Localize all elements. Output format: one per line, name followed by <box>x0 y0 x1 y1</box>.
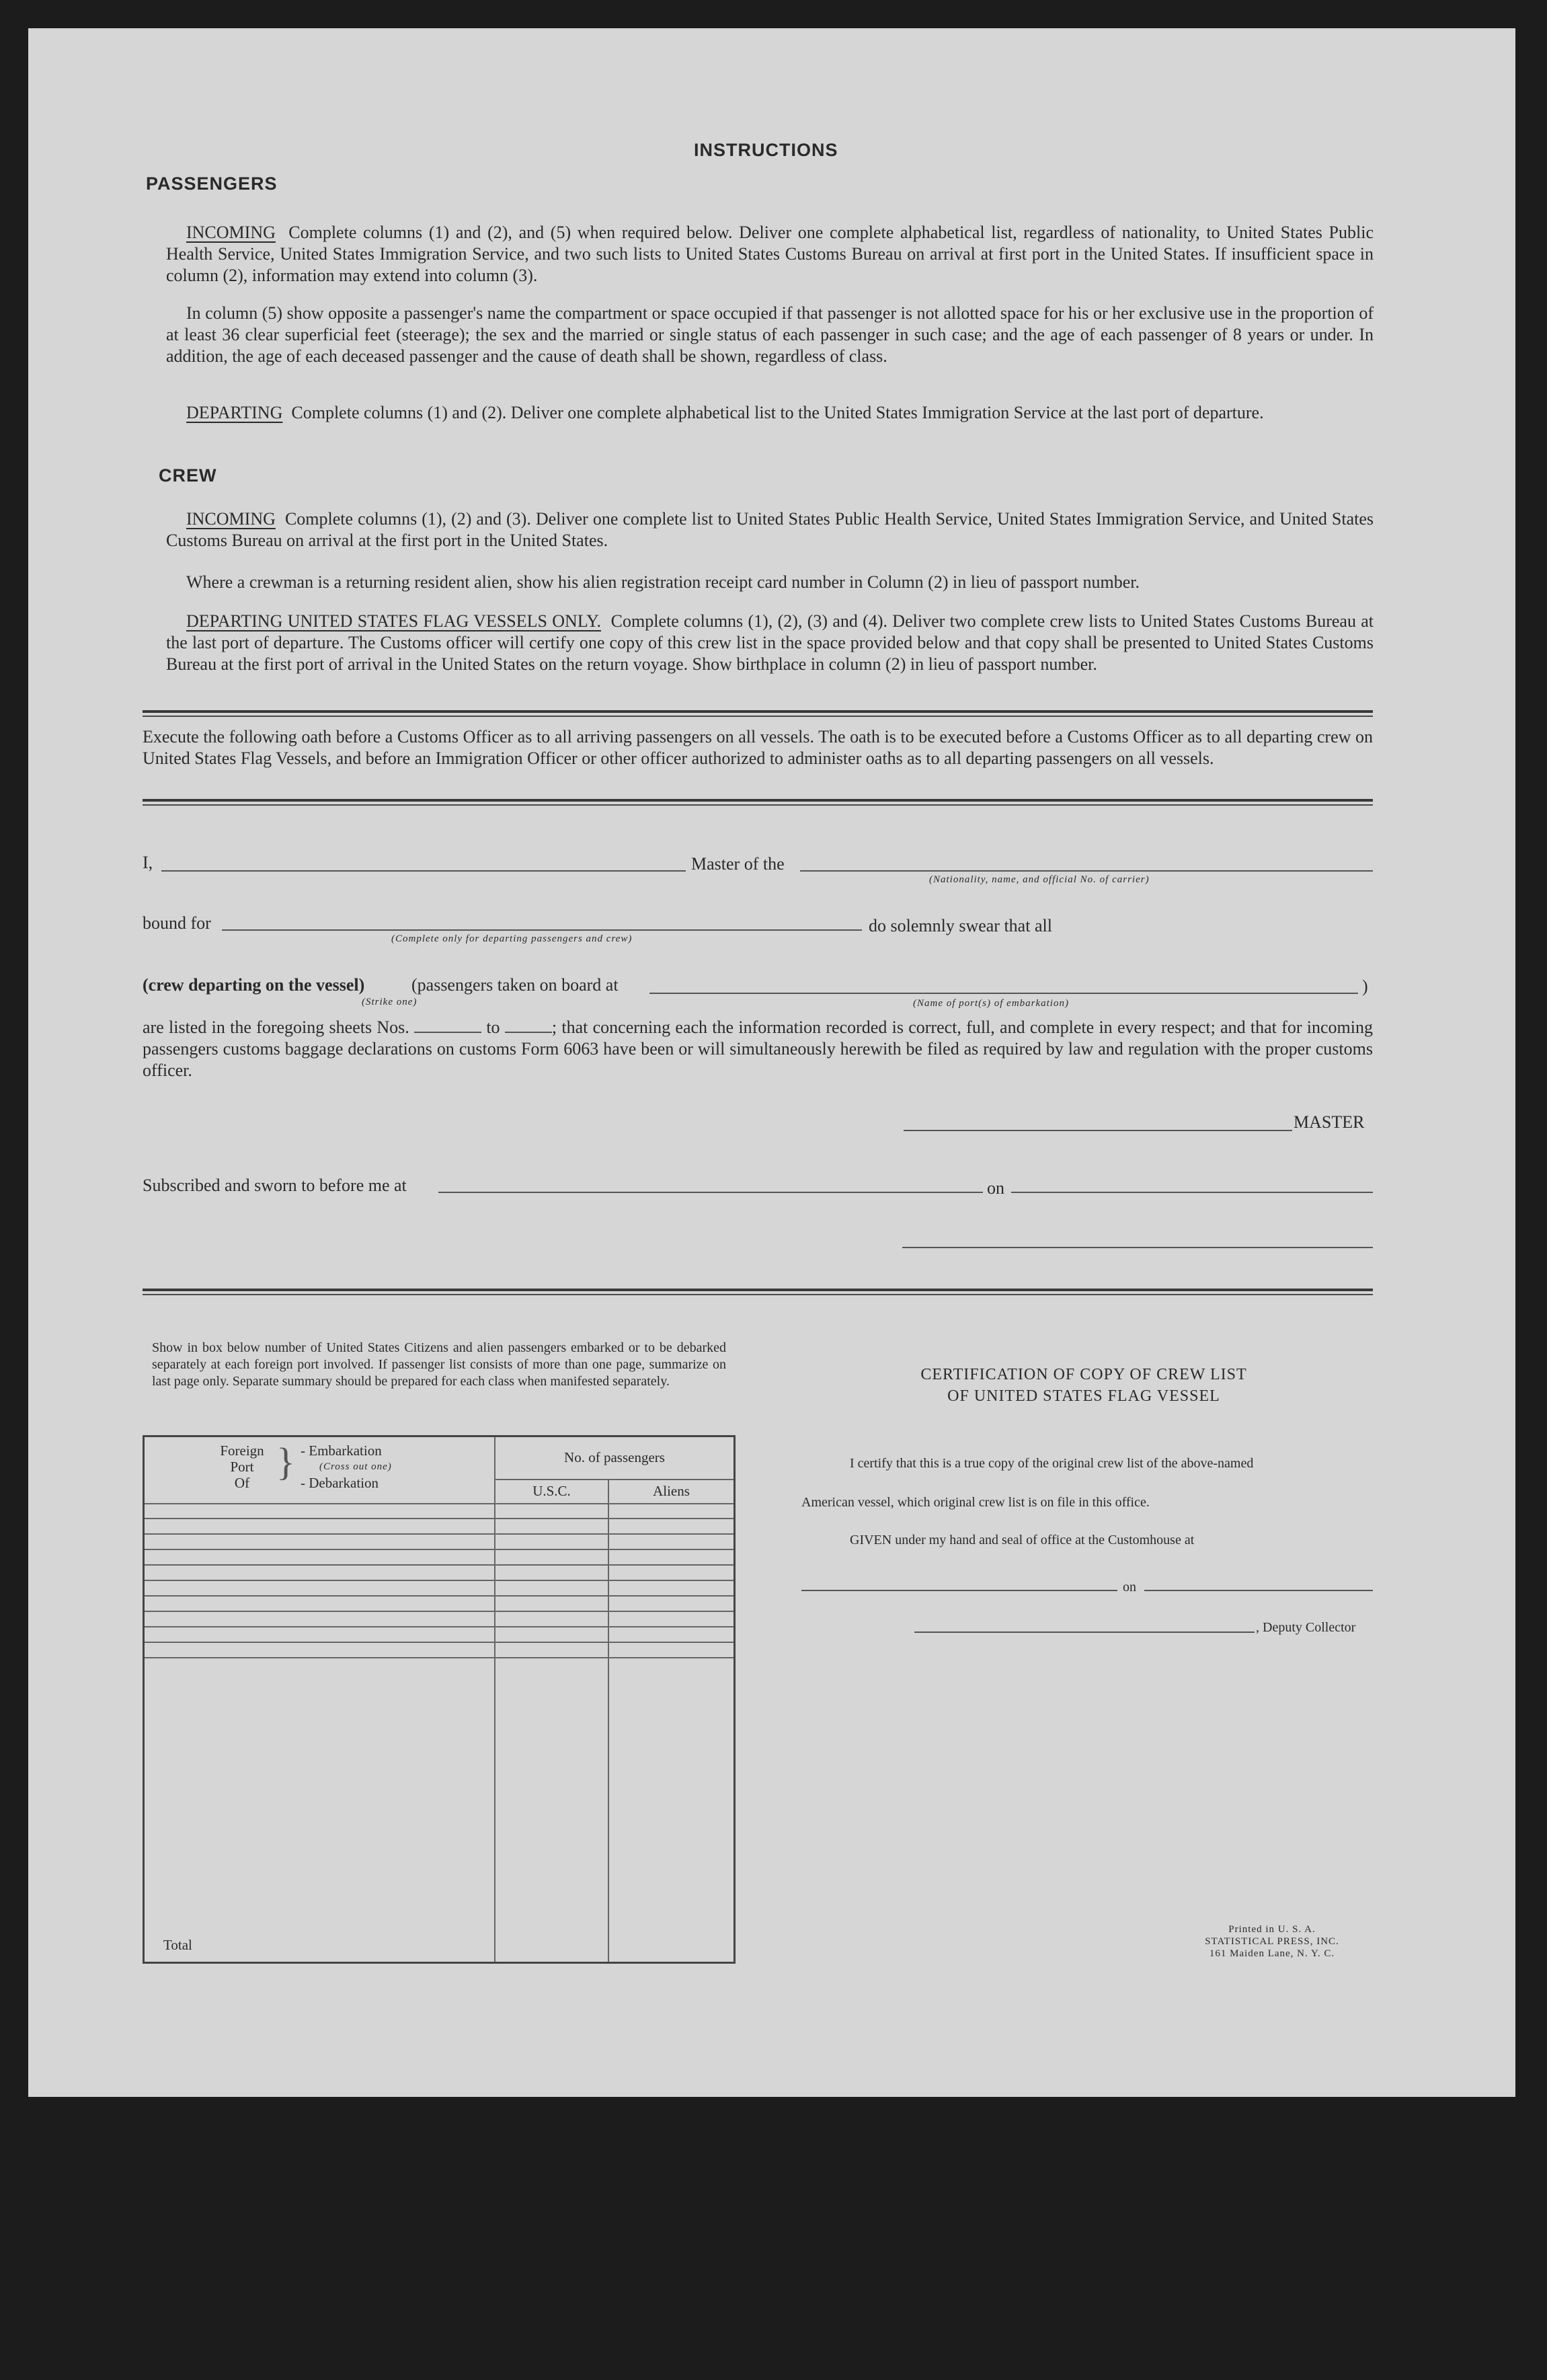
customhouse-field[interactable] <box>801 1590 1117 1591</box>
form-sheet <box>28 28 1515 2097</box>
table-row <box>144 1627 735 1642</box>
port-cell[interactable] <box>144 1580 495 1596</box>
table-row <box>144 1504 735 1519</box>
table-row-total <box>144 1658 735 1962</box>
embarkation-ports-field[interactable] <box>649 993 1358 994</box>
passengers-heading: PASSENGERS <box>146 174 278 194</box>
certification-title-line1: CERTIFICATION OF COPY OF CREW LIST <box>920 1366 1247 1383</box>
port-cell[interactable] <box>144 1611 495 1627</box>
passenger-summary-table <box>143 1435 736 1964</box>
bound-for-field[interactable] <box>222 929 862 931</box>
port-cell[interactable] <box>144 1534 495 1549</box>
port-cell[interactable] <box>144 1565 495 1580</box>
printer-line2: STATISTICAL PRESS, INC. <box>1205 1936 1339 1947</box>
passengers-departing-label: DEPARTING <box>186 403 283 422</box>
crew-departing-text: Complete columns (1), (2), (3) and (4). Deliver two complete crew lists to United States Customs Bureau at the last port of departure. The Customs officer will certify one copy of this crew list in the space provided below and that copy shall be presented to United States Customs Bureau at the first port of arrival in the United States on the return voyage. Show birthplace in column (2) in lieu of passport number. <box>166 611 1374 674</box>
divider <box>143 716 1373 717</box>
divider <box>143 1289 1373 1291</box>
port-cell[interactable] <box>144 1627 495 1642</box>
american-vessel-text: American vessel, which original crew list is on file in this office. <box>801 1495 1150 1510</box>
divider <box>143 799 1373 802</box>
box-instructions: Show in box below number of United States Citizens and alien passengers embarked or to be debarked separately at each foreign port involved. If passenger list consists of more than one page, summarize on last page only. Separate summary should be prepared for each class when manifested separately. <box>152 1340 726 1389</box>
usc-cell[interactable] <box>495 1504 608 1519</box>
port-label: Port <box>230 1459 254 1475</box>
divider <box>143 710 1373 713</box>
passengers-incoming-text: Complete columns (1) and (2), and (5) when required below. Deliver one complete alphabetical list, regardless of nationality, to United States Public Health Service, United States Immigration Service, and two such lists to United States Customs Bureau on arrival at first port in the United States. If insufficient space in column (2), information may extend into column (3). <box>166 223 1374 285</box>
port-cell[interactable] <box>144 1596 495 1611</box>
bound-hint: (Complete only for departing passengers and crew) <box>391 933 633 944</box>
usc-cell[interactable] <box>495 1642 608 1658</box>
crew-incoming-text: Complete columns (1), (2) and (3). Deliver one complete list to United States Public Health Service, United States Immigration Service, and United States Customs Bureau on arrival at the first port in the United States. <box>166 509 1374 550</box>
bound-for-label: bound for <box>143 913 211 933</box>
crew-departing-text: (crew departing on the vessel) <box>143 975 365 995</box>
page-title: INSTRUCTIONS <box>694 140 838 160</box>
sheet-from-field[interactable] <box>414 1032 481 1033</box>
certify-text: I certify that this is a true copy of the original crew list of the above-named <box>850 1456 1254 1471</box>
table-row <box>144 1519 735 1534</box>
port-cell[interactable] <box>144 1642 495 1658</box>
printer-line3: 161 Maiden Lane, N. Y. C. <box>1209 1948 1335 1959</box>
cert-on-label: on <box>1123 1580 1136 1595</box>
usc-cell[interactable] <box>495 1611 608 1627</box>
to-label: to <box>486 1018 500 1037</box>
cert-date-field[interactable] <box>1144 1590 1373 1591</box>
passengers-departing-paragraph <box>166 402 1374 424</box>
sworn-place-field[interactable] <box>438 1192 983 1193</box>
of-label: Of <box>234 1475 250 1491</box>
foreign-label: Foreign <box>220 1443 264 1459</box>
crew-departing-label: DEPARTING UNITED STATES FLAG VESSELS ONLY. <box>186 611 602 631</box>
port-cell[interactable] <box>144 1549 495 1565</box>
aliens-cell[interactable] <box>608 1504 735 1519</box>
embarkation-option[interactable]: - Embarkation <box>301 1443 382 1459</box>
table-row <box>144 1611 735 1627</box>
officer-signature-field[interactable] <box>902 1247 1373 1248</box>
port-header-cell <box>144 1436 495 1504</box>
aliens-cell[interactable] <box>608 1519 735 1534</box>
aliens-header: Aliens <box>608 1480 735 1504</box>
divider <box>143 1294 1373 1295</box>
aliens-cell[interactable] <box>608 1534 735 1549</box>
passengers-column5-paragraph: In column (5) show opposite a passenger's name the compartment or space occupied if that passenger is not allotted space for his or her exclusive use in the proportion of at least 36 clear superficial feet (steerage); the sex and the married or single status of each passenger in such case; and the age of each passenger of 8 years or under. In addition, the age of each deceased passenger and the cause of death shall be shown, regardless of class. <box>166 303 1374 366</box>
ports-hint: (Name of port(s) of embarkation) <box>913 998 1069 1009</box>
deputy-signature-field[interactable] <box>914 1632 1255 1633</box>
close-paren: ) <box>1362 976 1368 996</box>
passengers-incoming-label: INCOMING <box>186 223 276 242</box>
aliens-cell[interactable] <box>608 1580 735 1596</box>
swear-label: do solemnly swear that all <box>869 916 1052 935</box>
usc-cell[interactable] <box>495 1534 608 1549</box>
sheet-to-field[interactable] <box>505 1032 552 1033</box>
port-cell[interactable] <box>144 1519 495 1534</box>
subscribed-label: Subscribed and sworn to before me at <box>143 1176 407 1195</box>
aliens-cell[interactable] <box>608 1565 735 1580</box>
crew-resident-paragraph: Where a crewman is a returning resident alien, show his alien registration receipt card number in Column (2) in lieu of passport number. <box>186 572 1140 592</box>
divider <box>143 804 1373 806</box>
oath-body <box>143 1017 1373 1081</box>
debarkation-option[interactable]: - Debarkation <box>301 1475 379 1491</box>
aliens-total-cell[interactable] <box>608 1658 735 1962</box>
crew-departing-paragraph <box>166 611 1374 675</box>
listed-start: are listed in the foregoing sheets Nos. <box>143 1018 409 1037</box>
usc-cell[interactable] <box>495 1627 608 1642</box>
port-cell[interactable] <box>144 1504 495 1519</box>
usc-cell[interactable] <box>495 1565 608 1580</box>
deputy-collector-label: , Deputy Collector <box>1256 1620 1356 1635</box>
table-row <box>144 1565 735 1580</box>
printer-line1: Printed in U. S. A. <box>1228 1924 1316 1935</box>
given-text: GIVEN under my hand and seal of office at the Customhouse at <box>850 1533 1195 1547</box>
sworn-date-field[interactable] <box>1011 1192 1373 1193</box>
usc-cell[interactable] <box>495 1580 608 1596</box>
strike-hint: (Strike one) <box>362 997 418 1007</box>
usc-total-cell[interactable] <box>495 1658 608 1962</box>
master-name-field[interactable] <box>161 870 686 872</box>
aliens-cell[interactable] <box>608 1642 735 1658</box>
table-row <box>144 1596 735 1611</box>
table-row <box>144 1580 735 1596</box>
master-label: MASTER <box>1294 1112 1365 1132</box>
crew-incoming-paragraph <box>166 508 1374 551</box>
on-label: on <box>987 1178 1004 1198</box>
crew-incoming-label: INCOMING <box>186 509 276 529</box>
table-row <box>144 1549 735 1565</box>
table-row <box>144 1642 735 1658</box>
aliens-cell[interactable] <box>608 1611 735 1627</box>
aliens-cell[interactable] <box>608 1549 735 1565</box>
brace-glyph: } <box>276 1440 295 1484</box>
master-of-the-label: Master of the <box>691 854 785 874</box>
oath-i-label: I, <box>143 853 153 872</box>
passengers-departing-text: Complete columns (1) and (2). Deliver one complete alphabetical list to the United States Immigration Service at the last port of departure. <box>291 403 1264 422</box>
cross-out-hint: (Cross out one) <box>319 1461 392 1472</box>
usc-cell[interactable] <box>495 1519 608 1534</box>
usc-header: U.S.C. <box>495 1480 608 1504</box>
table-row <box>144 1534 735 1549</box>
passengers-taken-option[interactable]: (passengers taken on board at <box>411 975 619 995</box>
oath-intro: Execute the following oath before a Customs Officer as to all arriving passengers on all vessels. The oath is to be executed before a Customs Officer as to all departing crew on United States Flag Vessels, and before an Immigration Officer or other officer authorized to administer oaths as to all departing passengers on all vessels. <box>143 727 1373 768</box>
aliens-cell[interactable] <box>608 1627 735 1642</box>
certification-title-line2: OF UNITED STATES FLAG VESSEL <box>947 1387 1220 1405</box>
master-signature-field[interactable] <box>904 1130 1292 1131</box>
usc-cell[interactable] <box>495 1596 608 1611</box>
listed-end: ; that concerning each the information recorded is correct, full, and complete in every respect; and that for incoming passengers customs baggage declarations on customs Form 6063 have been or will simultaneously herewith be filed as required by law and regulation with the proper customs officer. <box>143 1018 1373 1080</box>
carrier-hint: (Nationality, name, and official No. of carrier) <box>929 874 1150 885</box>
crew-departing-option[interactable] <box>143 975 364 995</box>
aliens-cell[interactable] <box>608 1596 735 1611</box>
carrier-field[interactable] <box>800 870 1373 872</box>
crew-heading: CREW <box>159 465 217 486</box>
usc-cell[interactable] <box>495 1549 608 1565</box>
passengers-incoming-paragraph <box>166 222 1374 286</box>
certification-title <box>822 1364 1346 1407</box>
printer-imprint <box>1171 1923 1373 1960</box>
total-label: Total <box>144 1658 495 1962</box>
no-of-passengers-header: No. of passengers <box>495 1436 735 1480</box>
